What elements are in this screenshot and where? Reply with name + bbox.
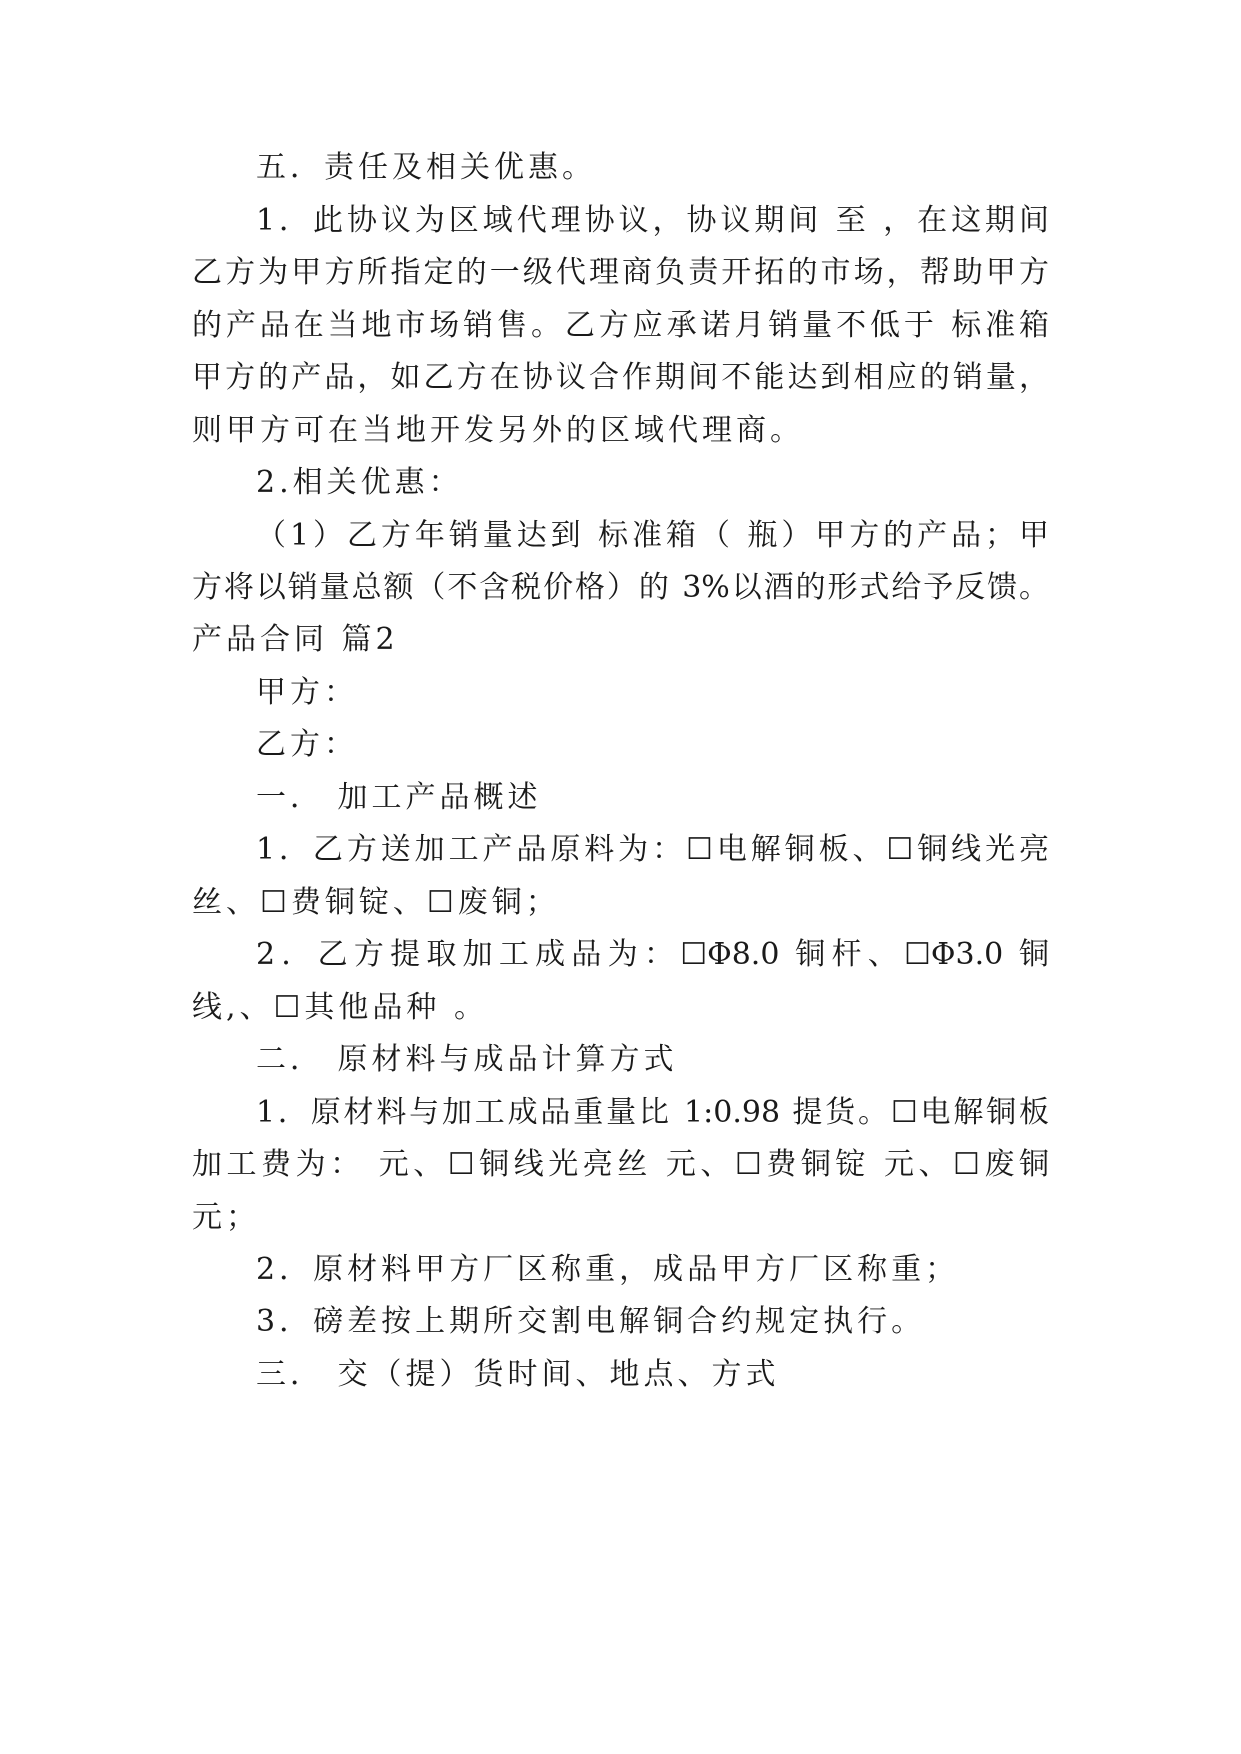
subheading-line: 2.相关优惠： [256, 465, 463, 500]
section-heading-1: 一． 加工产品概述 [256, 780, 542, 815]
paragraph-line: 方将以销量总额（不含税价格）的 3%以酒的形式给予反馈。 [192, 570, 1049, 605]
party-b-label: 乙方： [256, 727, 358, 762]
party-a-label: 甲方： [256, 675, 358, 710]
paragraph-line: 则甲方可在当地开发另外的区域代理商。 [192, 413, 804, 448]
section-heading-5: 五．责任及相关优惠。 [256, 150, 596, 185]
paragraph-line: 丝、☐费铜锭、☐废铜； [192, 885, 560, 920]
paragraph-line: 的产品在当地市场销售。乙方应承诺月销量不低于 标准箱 [192, 308, 1049, 343]
paragraph-line: 乙方为甲方所指定的一级代理商负责开拓的市场，帮助甲方 [192, 255, 1049, 290]
paragraph-line: 1．乙方送加工产品原料为：☐电解铜板、☐铜线光亮 [256, 832, 1049, 867]
section-heading-2: 二． 原材料与成品计算方式 [256, 1042, 678, 1077]
paragraph-line: （1）乙方年销量达到 标准箱（ 瓶）甲方的产品；甲 [256, 518, 1049, 553]
paragraph-line: 1．原材料与加工成品重量比 1:0.98 提货。☐电解铜板 [256, 1095, 1049, 1130]
contract-title: 产品合同 篇2 [192, 622, 399, 657]
paragraph-line: 加工费为： 元、☐铜线光亮丝 元、☐费铜锭 元、☐废铜 [192, 1147, 1049, 1182]
paragraph-line: 2．原材料甲方厂区称重，成品甲方厂区称重； [256, 1252, 960, 1287]
paragraph-line: 甲方的产品，如乙方在协议合作期间不能达到相应的销量， [192, 360, 1049, 395]
paragraph-line: 线,、☐其他品种 。 [192, 990, 488, 1025]
paragraph-line: 3．磅差按上期所交割电解铜合约规定执行。 [256, 1304, 926, 1339]
paragraph-line: 2．乙方提取加工成品为：☐Φ8.0 铜杆、☐Φ3.0 铜 [256, 937, 1049, 972]
paragraph-line: 元； [192, 1200, 260, 1235]
section-heading-3: 三． 交（提）货时间、地点、方式 [256, 1357, 780, 1392]
paragraph-line: 1．此协议为区域代理协议，协议期间 至 ，在这期间 [256, 203, 1049, 238]
